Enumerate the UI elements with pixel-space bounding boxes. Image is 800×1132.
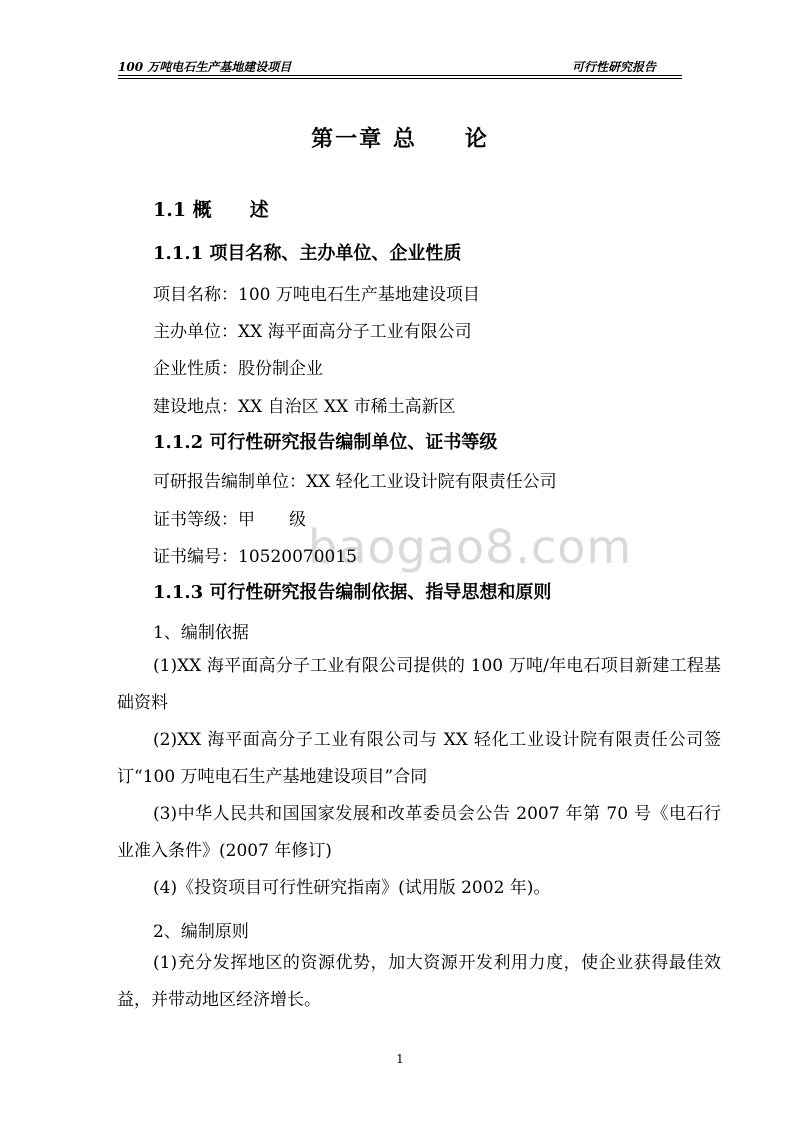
basis-item-1: (1)XX 海平面高分子工业有限公司提供的 100 万吨/年电石项目新建工程基础资料: [117, 656, 721, 713]
basis-item-3: (3)中华人民共和国国家发展和改革委员会公告 2007 年第 70 号《电石行业准入条件》(2007 年修订): [117, 804, 721, 861]
section-heading-1-1-2: 1.1.2 可行性研究报告编制单位、证书等级: [153, 432, 498, 453]
cert-grade-line: 证书等级：甲 级: [153, 510, 306, 530]
basis-heading: 1、编制依据: [153, 623, 249, 643]
header-rule: [118, 78, 682, 79]
cert-number-line: 证书编号：10520070015: [153, 547, 357, 567]
basis-item-2: (2)XX 海平面高分子工业有限公司与 XX 轻化工业设计院有限责任公司签订“100 万吨电石生产基地建设项目”合同: [117, 730, 721, 787]
section-heading-1-1: 1.1 概 述: [153, 199, 269, 221]
enterprise-type-line: 企业性质：股份制企业: [153, 359, 323, 379]
compiler-line: 可研报告编制单位：XX 轻化工业设计院有限责任公司: [153, 472, 557, 492]
sponsor-line: 主办单位：XX 海平面高分子工业有限公司: [153, 322, 472, 342]
page-header: [118, 57, 682, 76]
location-line: 建设地点：XX 自治区 XX 市稀土高新区: [153, 397, 456, 417]
project-name-line: 项目名称：100 万吨电石生产基地建设项目: [153, 285, 480, 305]
chapter-title: 第一章 总 论: [311, 126, 489, 152]
basis-item-4: (4)《投资项目可行性研究指南》(试用版 2002 年)。: [153, 878, 551, 898]
header-report-title: 可行性研究报告: [571, 60, 656, 74]
page-number: 1: [396, 1052, 404, 1066]
principle-item-1: (1)充分发挥地区的资源优势，加大资源开发利用力度，使企业获得最佳效益，并带动地区经济增长。: [117, 953, 721, 1010]
watermark: baogao8.com: [308, 520, 633, 574]
section-heading-1-1-3: 1.1.3 可行性研究报告编制依据、指导思想和原则: [153, 582, 552, 603]
principle-heading: 2、编制原则: [153, 922, 249, 942]
header-project-title: 100 万吨电石生产基地建设项目: [118, 60, 292, 74]
section-heading-1-1-1: 1.1.1 项目名称、主办单位、企业性质: [153, 243, 462, 264]
